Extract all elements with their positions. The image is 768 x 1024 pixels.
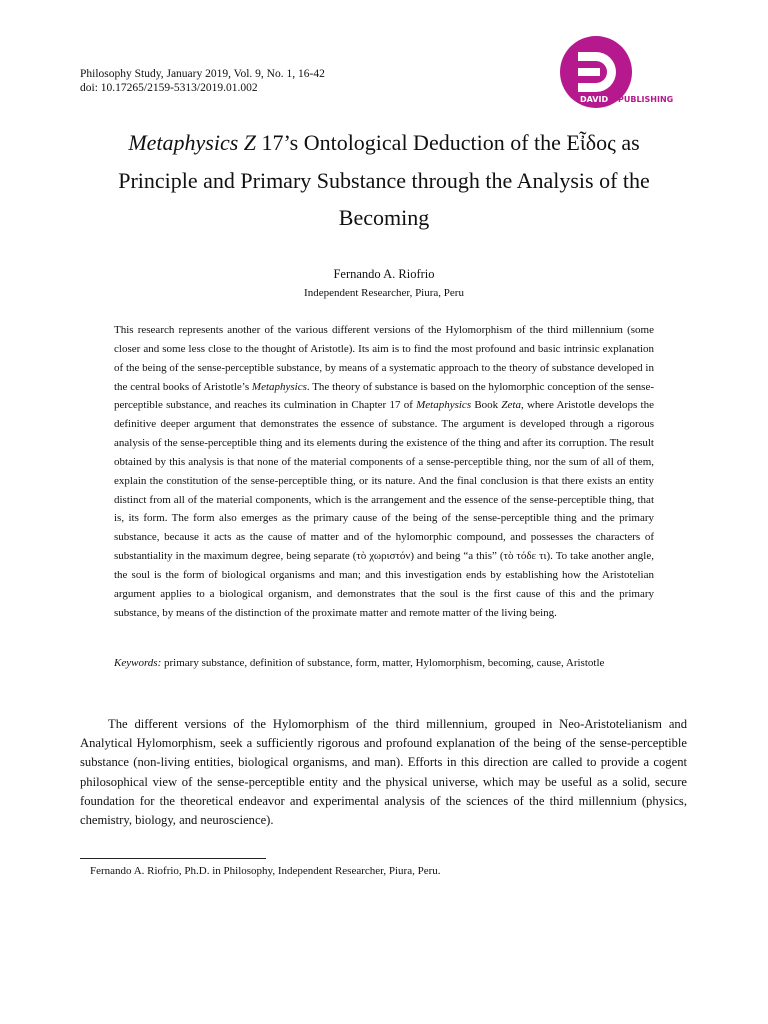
abstract-text-3: Book bbox=[471, 399, 502, 412]
title-italic: Metaphysics Z bbox=[128, 130, 257, 155]
journal-issue: Philosophy Study, January 2019, Vol. 9, No. 1, 16-42 bbox=[80, 68, 325, 80]
abstract-text-2: . The theory of substance is based on the hylomorphic conception of the sense-perceptible substance, and reaches its culmination in Chapter 17 of bbox=[114, 380, 655, 412]
paper-title bbox=[80, 124, 688, 237]
abstract bbox=[114, 321, 654, 623]
title-line1: 17’s Ontological Deduction of the Εἶδος as bbox=[256, 130, 640, 155]
footnote: Fernando A. Riofrio, Ph.D. in Philosophy, Independent Researcher, Piura, Peru. bbox=[90, 865, 441, 877]
abstract-text-1: This research represents another of the various different versions of the Hylomorphism of the third millennium (some closer and some less close to the thought of Aristotle). Its aim is to find the most profound and basic intrinsic explanation of the being of the sense-perceptible substance, by means of a systematic approach to the theory of substance developed in the central books of Aristotle’s bbox=[114, 324, 654, 393]
intro-paragraph: The different versions of the Hylomorphism of the third millennium, grouped in Neo-Aristotelianism and Analytical Hylomorphism, seek a sufficiently rigorous and profound explanation of the being of the sense-perceptible substance (non-living entities, biological organisms, and man). Efforts in this direction are called to provide a cogent philosophical view of the sense-perceptible entity and the physical universe, which may be useful as a solid, secure foundation for the theoretical endeavor and experimental analysis of the sciences of the third millennium (physics, chemistry, biology, and neuroscience). bbox=[80, 717, 687, 828]
keywords-list: primary substance, definition of substance, form, matter, Hylomorphism, becoming, cause, Aristotle bbox=[161, 657, 605, 669]
logo-brand-text: DAVID bbox=[580, 95, 609, 104]
author-affiliation: Independent Researcher, Piura, Peru bbox=[304, 287, 464, 299]
abstract-italic-3: Zeta bbox=[501, 399, 521, 412]
david-publishing-logo-icon bbox=[556, 36, 696, 108]
abstract-italic-1: Metaphysics bbox=[251, 380, 307, 393]
journal-doi: doi: 10.17265/2159-5313/2019.01.002 bbox=[80, 82, 258, 94]
keywords bbox=[114, 655, 674, 671]
footnote-divider bbox=[80, 858, 266, 859]
journal-citation bbox=[80, 67, 325, 95]
author-name: Fernando A. Riofrio bbox=[333, 267, 435, 281]
abstract-italic-2: Metaphysics bbox=[416, 399, 472, 412]
title-line2: Principle and Primary Substance through the Analysis of the bbox=[118, 167, 650, 193]
publisher-logo bbox=[556, 36, 696, 108]
abstract-text-4: , where Aristotle develops the definitive deeper argument that demonstrates the essence of substance. The argument is developed through a rigorous analysis of the sense-perceptible thing and its elements during the existence of the thing and after its corruption. The result obtained by this analysis is that none of the material components of a sense-perceptible thing, nor the sum of all of them, explain the constitution of the sense-perceptible thing, or its nature. And the final conclusion is that there exists an entity distinct from all of the material components, which is the arrangement and the essence of the sense-perceptible thing, that is, its form. The form also emerges as the primary cause of the being of the sense-perceptible thing and the primary substance, because it acts as the cause of matter and of the hylomorphic compound, and possesses the characters of substantiality in the maximum degree, being separate (τὸ χωριστόν) and being “a this” (τὸ τόδε τι). To take another angle, the soul is the form of biological organisms and man; and this investigation ends by establishing how the Aristotelian argument applies to a biological organism, and demonstrates that the soul is the first cause of this and the primary substance, by means of the distinction of the proximate matter and remote matter of the living being. bbox=[114, 399, 654, 619]
title-line3: Becoming bbox=[338, 205, 430, 230]
keywords-label: Keywords: bbox=[114, 657, 162, 669]
svg-text:PUBLISHING: PUBLISHING bbox=[618, 95, 674, 104]
